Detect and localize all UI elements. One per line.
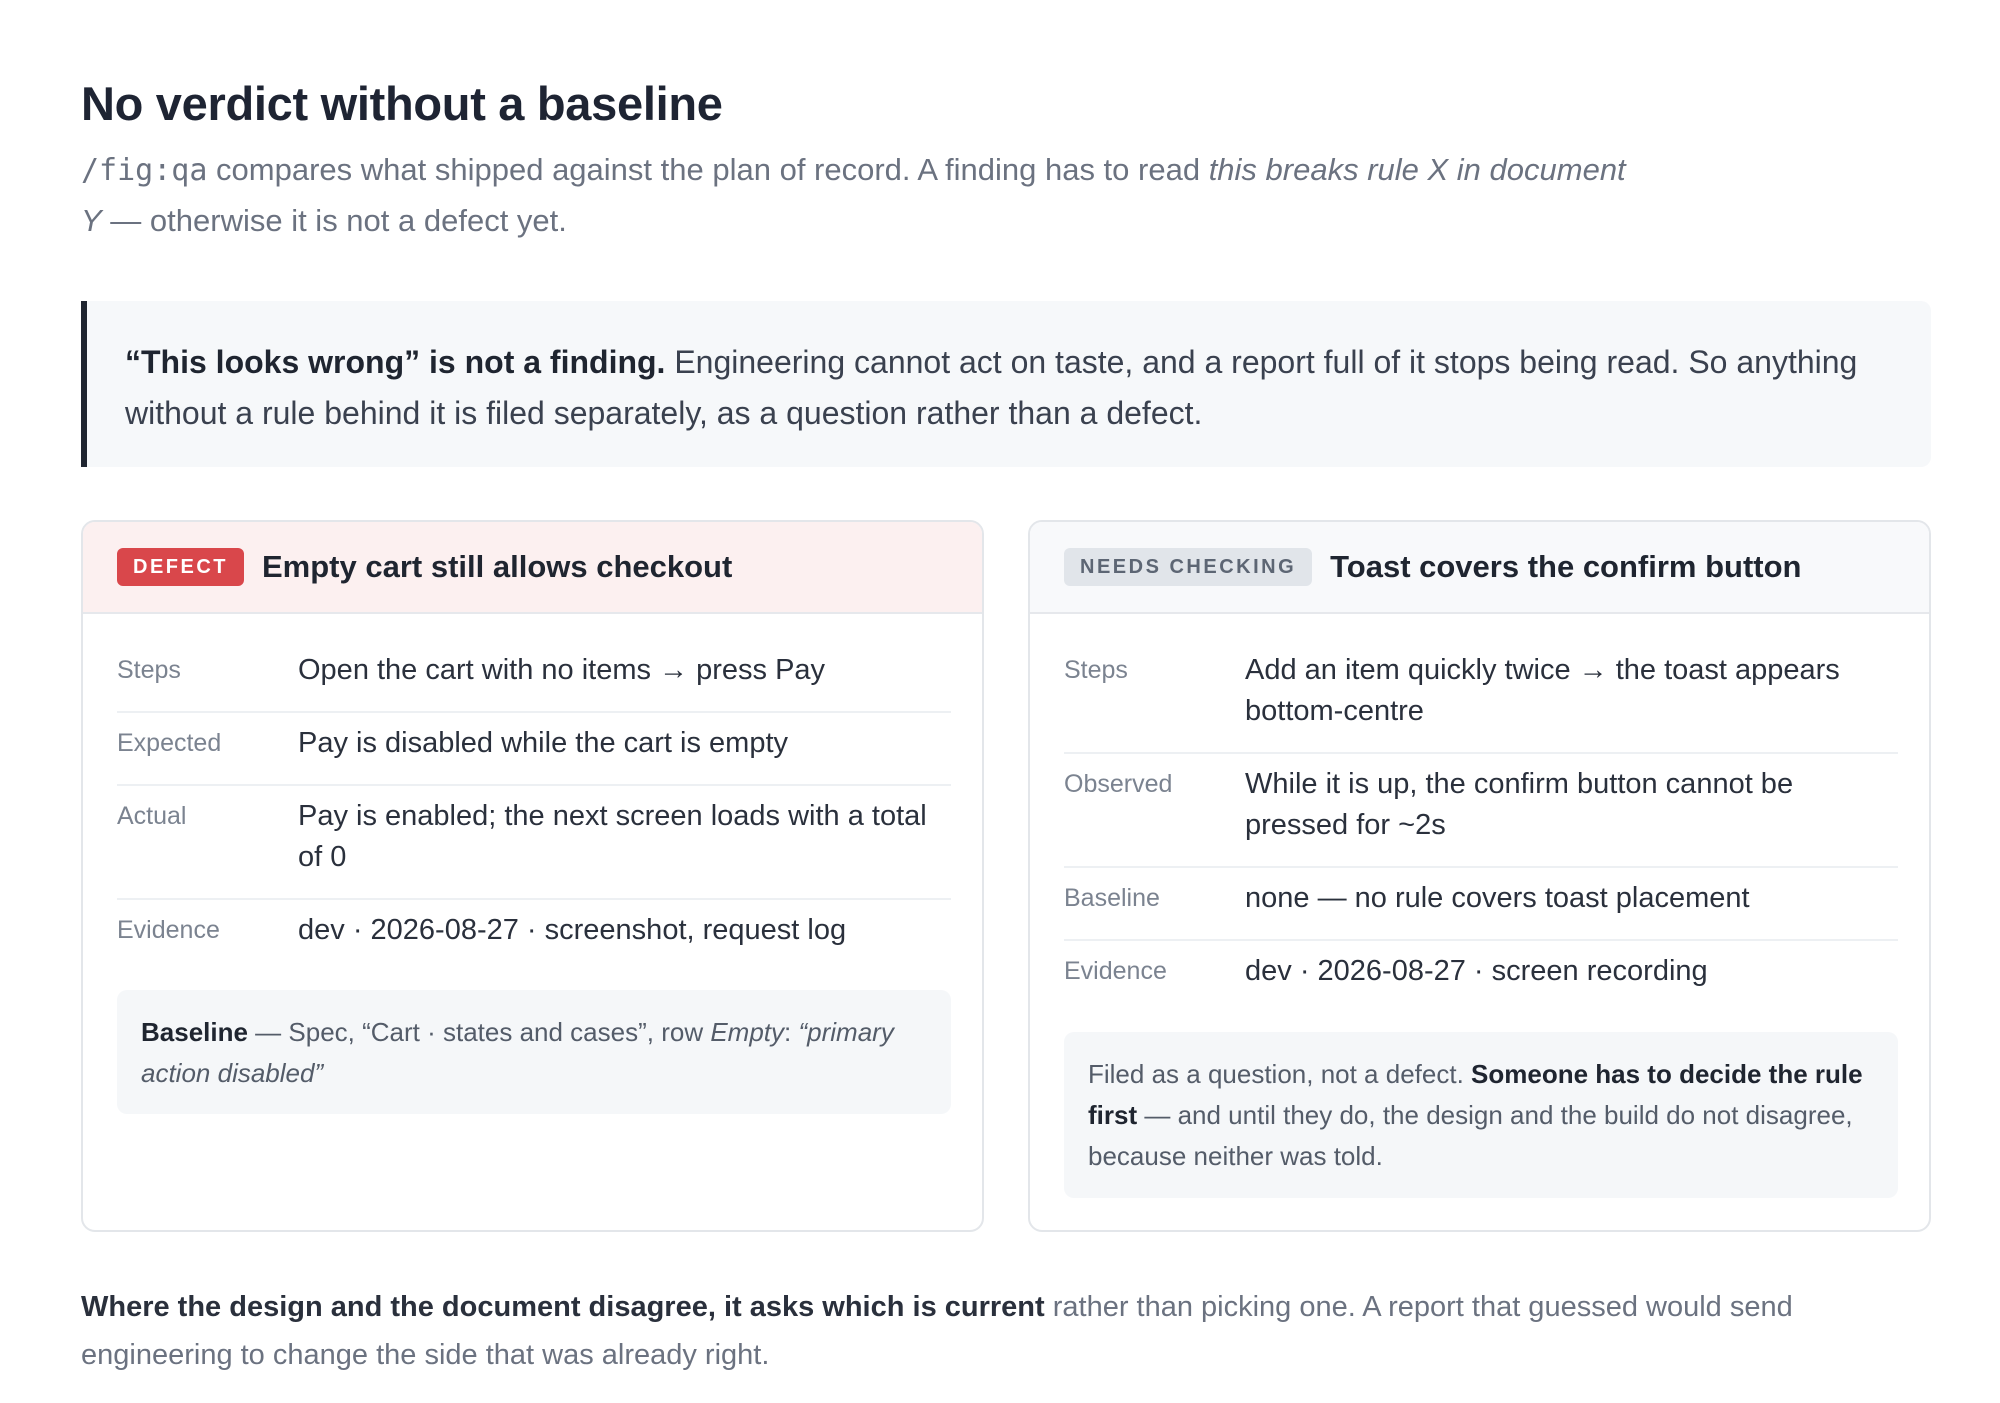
detail-row (117, 786, 951, 900)
note-bold: Baseline (141, 1017, 248, 1047)
note-text: Filed as a question, not a defect. (1088, 1059, 1472, 1089)
defect-badge: DEFECT (117, 548, 244, 586)
row-label: Evidence (1064, 957, 1167, 985)
detail-row (1064, 640, 1898, 754)
note-emphasis: Empty (710, 1017, 785, 1047)
note-text: — Spec, “Cart · states and cases”, row (247, 1017, 711, 1047)
detail-row (117, 900, 951, 971)
footer-paragraph (81, 1283, 1941, 1379)
row-label: Steps (117, 656, 181, 684)
row-value: Pay is enabled; the next screen loads with a total of 0 (298, 800, 927, 873)
intro-paragraph (81, 145, 1641, 246)
page-title: No verdict without a baseline (81, 77, 723, 130)
defect-card (81, 520, 984, 1232)
note-bold: Someone has to decide the rule first (1088, 1059, 1863, 1130)
row-label: Observed (1064, 770, 1173, 798)
needs-checking-card (1028, 520, 1931, 1232)
row-value: dev · 2026-08-27 · screenshot, request log (298, 914, 847, 946)
needs-checking-badge: NEEDS CHECKING (1064, 548, 1312, 586)
callout-quote (81, 301, 1931, 467)
row-value: While it is up, the confirm button cannot be pressed for ~2s (1245, 768, 1794, 841)
question-note (1064, 1032, 1898, 1198)
callout-bold: “This looks wrong” is not a finding. (125, 344, 666, 380)
row-label: Steps (1064, 656, 1128, 684)
detail-row (117, 713, 951, 786)
detail-row (117, 640, 951, 713)
card-header (83, 522, 982, 614)
baseline-note (117, 990, 951, 1114)
footer-bold: Where the design and the document disagree, it asks which is current (81, 1291, 1045, 1323)
row-value: dev · 2026-08-27 · screen recording (1245, 955, 1708, 987)
footer-text: rather than picking one. A report that guessed would send engineering to change the side that was already right. (81, 1291, 1793, 1371)
row-value: Add an item quickly twice → the toast appears bottom-centre (1245, 654, 1840, 727)
intro-emphasis: this breaks rule X in document Y (81, 152, 1626, 238)
detail-row (1064, 754, 1898, 868)
note-text: : (784, 1017, 799, 1047)
card-header (1030, 522, 1929, 614)
row-label: Baseline (1064, 884, 1160, 912)
detail-row (1064, 941, 1898, 1012)
row-label: Actual (117, 802, 187, 830)
row-value: Pay is disabled while the cart is empty (298, 727, 788, 759)
row-value: none — no rule covers toast placement (1245, 882, 1750, 914)
note-text: — and until they do, the design and the build do not disagree, because neither was told. (1088, 1100, 1853, 1171)
card-title: Empty cart still allows checkout (262, 549, 733, 584)
intro-text: compares what shipped against the plan of record. A finding has to read (207, 152, 1209, 187)
row-label: Evidence (117, 916, 220, 944)
intro-text-end: — otherwise it is not a defect yet. (101, 203, 567, 238)
detail-row (1064, 868, 1898, 941)
detail-rows (117, 640, 951, 971)
detail-rows (1064, 640, 1898, 1012)
command-name: /fig:qa (81, 153, 208, 188)
row-label: Expected (117, 729, 222, 757)
note-emphasis: “primary action disabled” (141, 1017, 894, 1088)
row-value: Open the cart with no items → press Pay (298, 654, 826, 686)
card-title: Toast covers the confirm button (1330, 549, 1802, 584)
callout-text: Engineering cannot act on taste, and a report full of it stops being read. So anything without a rule behind it is filed separately, as a question rather than a defect. (125, 344, 1858, 431)
